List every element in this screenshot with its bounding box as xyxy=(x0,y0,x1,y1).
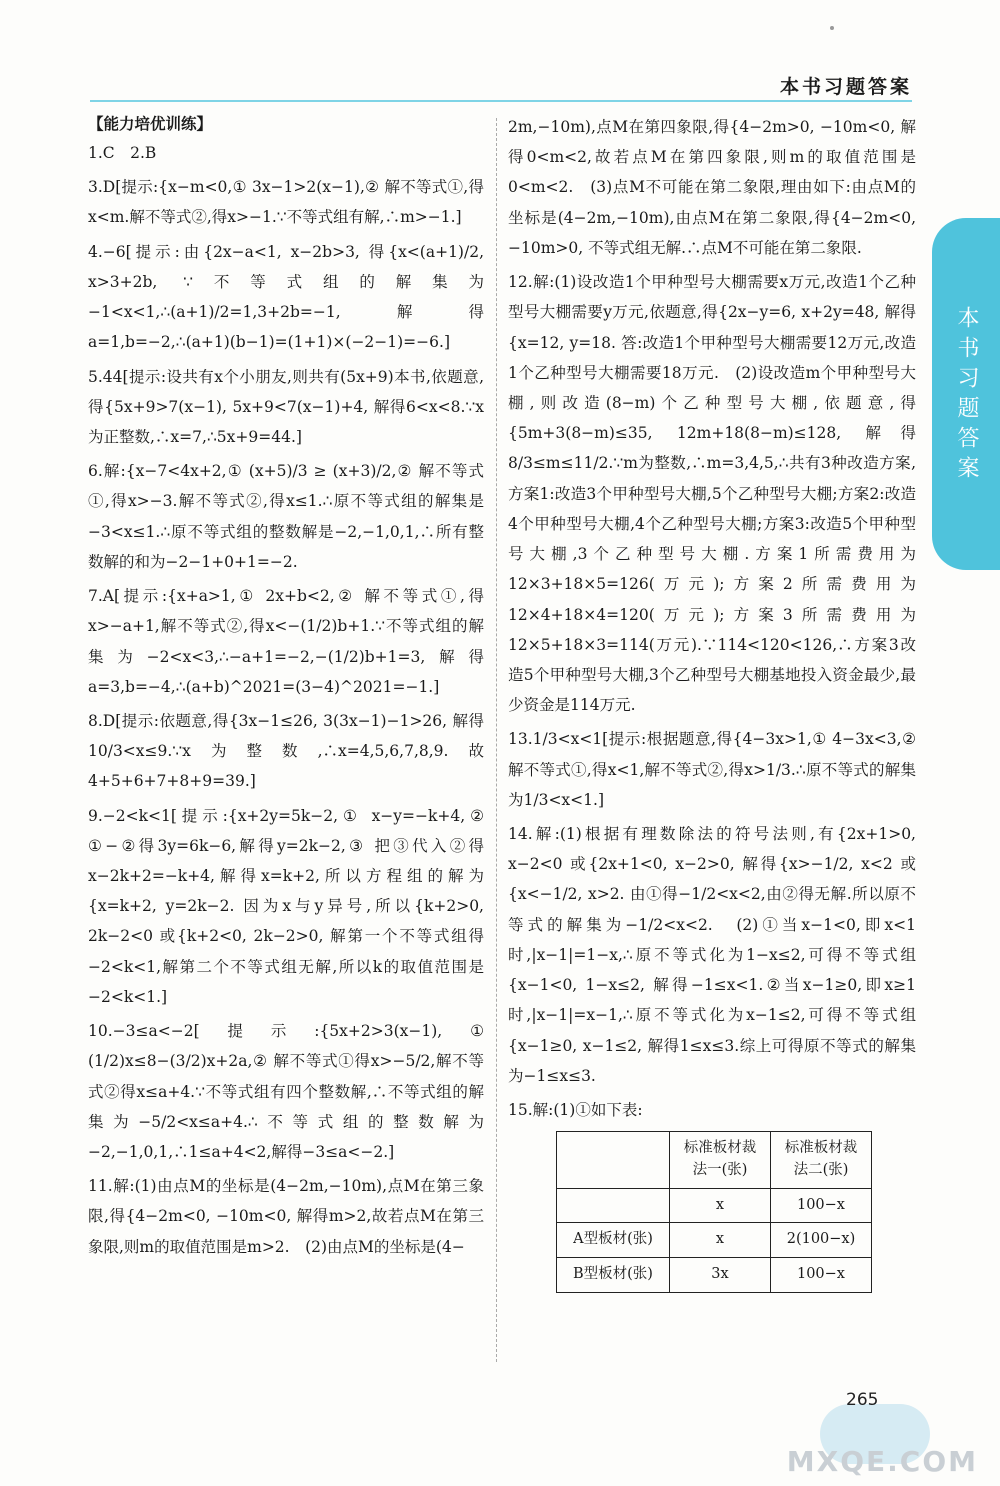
page-number: 265 xyxy=(846,1390,879,1410)
answer-3: 3.D[提示:{x−m<0,① 3x−1>2(x−1),② 解不等式①,得x<m.解不等式②,得x>−1.∵不等式组有解,∴m>−1.] xyxy=(88,178,484,227)
answer-5: 5.44[提示:设共有x个小朋友,则共有(5x+9)本书,依题意,得{5x+9>7(x−1), 5x+9<7(x−1)+4, 解得6<x<8.∵x为正整数,∴x=7,∴5x+9=44.] xyxy=(88,367,484,446)
table-cell: 3x xyxy=(670,1258,771,1293)
table-cell: 100−x xyxy=(771,1258,872,1293)
answer-11-continued: 2m,−10m),点M在第四象限,得{4−2m>0, −10m<0, 解得0<m<2,故若点M在第四象限,则m的取值范围是0<m<2. (3)点M不可能在第二象限,理由如下:由点M的坐标是(4−2m,−10m),由点M在第二象限,得{4−2m<0, −10m>0, 不等式组无解.∴点M不可能在第二象限. xyxy=(508,118,916,257)
table-cell: 100−x xyxy=(771,1188,872,1223)
section-title: 【能力培优训练】 xyxy=(88,115,213,133)
table-cell: 2(100−x) xyxy=(771,1223,872,1258)
table-cell xyxy=(557,1132,670,1189)
table-cell: A型板材(张) xyxy=(557,1223,670,1258)
table-cell: B型板材(张) xyxy=(557,1258,670,1293)
answer-7: 7.A[提示:{x+a>1,① 2x+b<2,② 解不等式①,得x>−a+1,解不等式②,得x<−(1/2)b+1.∵不等式组的解集为−2<x<3,∴−a+1=−2,−(1/2)b+1=3,解得a=3,b=−4,∴(a+b)^2021=(3−4)^2021=−1.] xyxy=(88,587,484,696)
table-cell: x xyxy=(670,1188,771,1223)
header-title: 本书习题答案 xyxy=(779,76,912,98)
answer-9: 9.−2<k<1[提示:{x+2y=5k−2,① x−y=−k+4,② ①−②得3y=6k−6,解得y=2k−2,③ 把③代入②得x−2k+2=−k+4,解得x=k+2,所以方程组的解为{x=k+2, y=2k−2. 因为x与y异号,所以{k+2>0, 2k−2<0 或{k+2<0, 2k−2>0, 解第一个不等式组得−2<k<1,解第二个不等式组无解,所以k的取值范围是−2<k<1.] xyxy=(88,806,484,1006)
right-column xyxy=(508,112,916,1346)
table-cell: x xyxy=(670,1223,771,1258)
answer-11: 11.解:(1)由点M的坐标是(4−2m,−10m),点M在第三象限,得{4−2m<0, −10m<0, 解得m>2,故若点M在第三象限,则m的取值范围是m>2. (2)由点M的坐标是(4− xyxy=(88,1177,484,1256)
answer-6: 6.解:{x−7<4x+2,① (x+5)/3 ≥ (x+3)/2,② 解不等式①,得x>−3.解不等式②,得x≤1.∴原不等式组的解集是−3<x≤1.∴原不等式组的整数解是−2,−1,0,1,∴所有整数解的和为−2−1+0+1=−2. xyxy=(88,462,484,571)
column-divider xyxy=(496,118,497,1362)
table-row xyxy=(557,1188,872,1223)
table-row xyxy=(557,1132,872,1189)
answer-12: 12.解:(1)设改造1个甲种型号大棚需要x万元,改造1个乙种型号大棚需要y万元,依题意,得{2x−y=6, x+2y=48, 解得{x=12, y=18. 答:改造1个甲种型号大棚需要12万元,改造1个乙种型号大棚需要18万元. (2)设改造m个甲种型号大棚,则改造(8−m)个乙种型号大棚,依题意,得{5m+3(8−m)≤35, 12m+18(8−m)≤128, 解得8/3≤m≤11/2.∵m为整数,∴m=3,4,5,∴共有3种改造方案,方案1:改造3个甲种型号大棚,5个乙种型号大棚;方案2:改造4个甲种型号大棚,4个乙种型号大棚;方案3:改造5个甲种型号大棚,3个乙种型号大棚.方案1所需费用为12×3+18×5=126(万元);方案2所需费用为12×4+18×4=120(万元);方案3所需费用为12×5+18×3=114(万元).∵114<120<126,∴方案3改造5个甲种型号大棚,3个乙种型号大棚基地投入资金最少,最少资金是114万元. xyxy=(508,273,916,715)
header-rule xyxy=(90,100,912,102)
watermark: MXQE.COM xyxy=(786,1445,978,1478)
table-row xyxy=(557,1223,872,1258)
answer-8: 8.D[提示:依题意,得{3x−1≤26, 3(3x−1)−1>26, 解得10/3<x≤9.∵x为整数,∴x=4,5,6,7,8,9.故4+5+6+7+8+9=39.] xyxy=(88,711,484,791)
board-cutting-table xyxy=(556,1131,872,1293)
table-row xyxy=(557,1258,872,1293)
left-column xyxy=(88,112,484,1346)
answer-14: 14.解:(1)根据有理数除法的符号法则,有{2x+1>0, x−2<0 或{2x+1<0, x−2>0, 解得{x>−1/2, x<2 或{x<−1/2, x>2. 由①得−1/2<x<2,由②得无解.所以原不等式的解集为−1/2<x<2. (2)①当x−1<0,即x<1时,|x−1|=1−x,∴原不等式化为1−x≤2,可得不等式组{x−1<0, 1−x≤2, 解得−1≤x<1.②当x−1≥0,即x≥1时,|x−1|=x−1,∴原不等式化为x−1≤2,可得不等式组{x−1≥0, x−1≤2, 解得1≤x≤3.综上可得原不等式的解集为−1≤x≤3. xyxy=(508,825,916,1085)
scan-speck xyxy=(830,26,834,30)
table-cell: 标准板材裁法二(张) xyxy=(771,1132,872,1189)
table-cell xyxy=(557,1188,670,1223)
answer-10: 10.−3≤a<−2[提示:{5x+2>3(x−1),① (1/2)x≤8−(3/2)x+2a,② 解不等式①得x>−5/2,解不等式②得x≤a+4.∵不等式组有四个整数解,∴不等式组的解集为−5/2<x≤a+4.∴不等式组的整数解为−2,−1,0,1,∴1≤a+4<2,解得−3≤a<−2.] xyxy=(88,1022,484,1161)
side-tab-label: 本书习题答案 xyxy=(954,306,979,486)
answer-4: 4.−6[提示:由{2x−a<1, x−2b>3, 得{x<(a+1)/2, x>3+2b, ∵不等式组的解集为−1<x<1,∴(a+1)/2=1,3+2b=−1,解得a=1,b=−2,∴(a+1)(b−1)=(1+1)×(−2−1)=−6.] xyxy=(88,242,484,352)
answer-1-2: 1.C 2.B xyxy=(88,144,157,162)
table-cell: 标准板材裁法一(张) xyxy=(670,1132,771,1189)
answer-13: 13.1/3<x<1[提示:根据题意,得{4−3x>1,① 4−3x<3,② 解不等式①,得x<1,解不等式②,得x>1/3.∴原不等式的解集为1/3<x<1.] xyxy=(508,730,916,809)
answer-15: 15.解:(1)①如下表: xyxy=(508,1101,643,1119)
